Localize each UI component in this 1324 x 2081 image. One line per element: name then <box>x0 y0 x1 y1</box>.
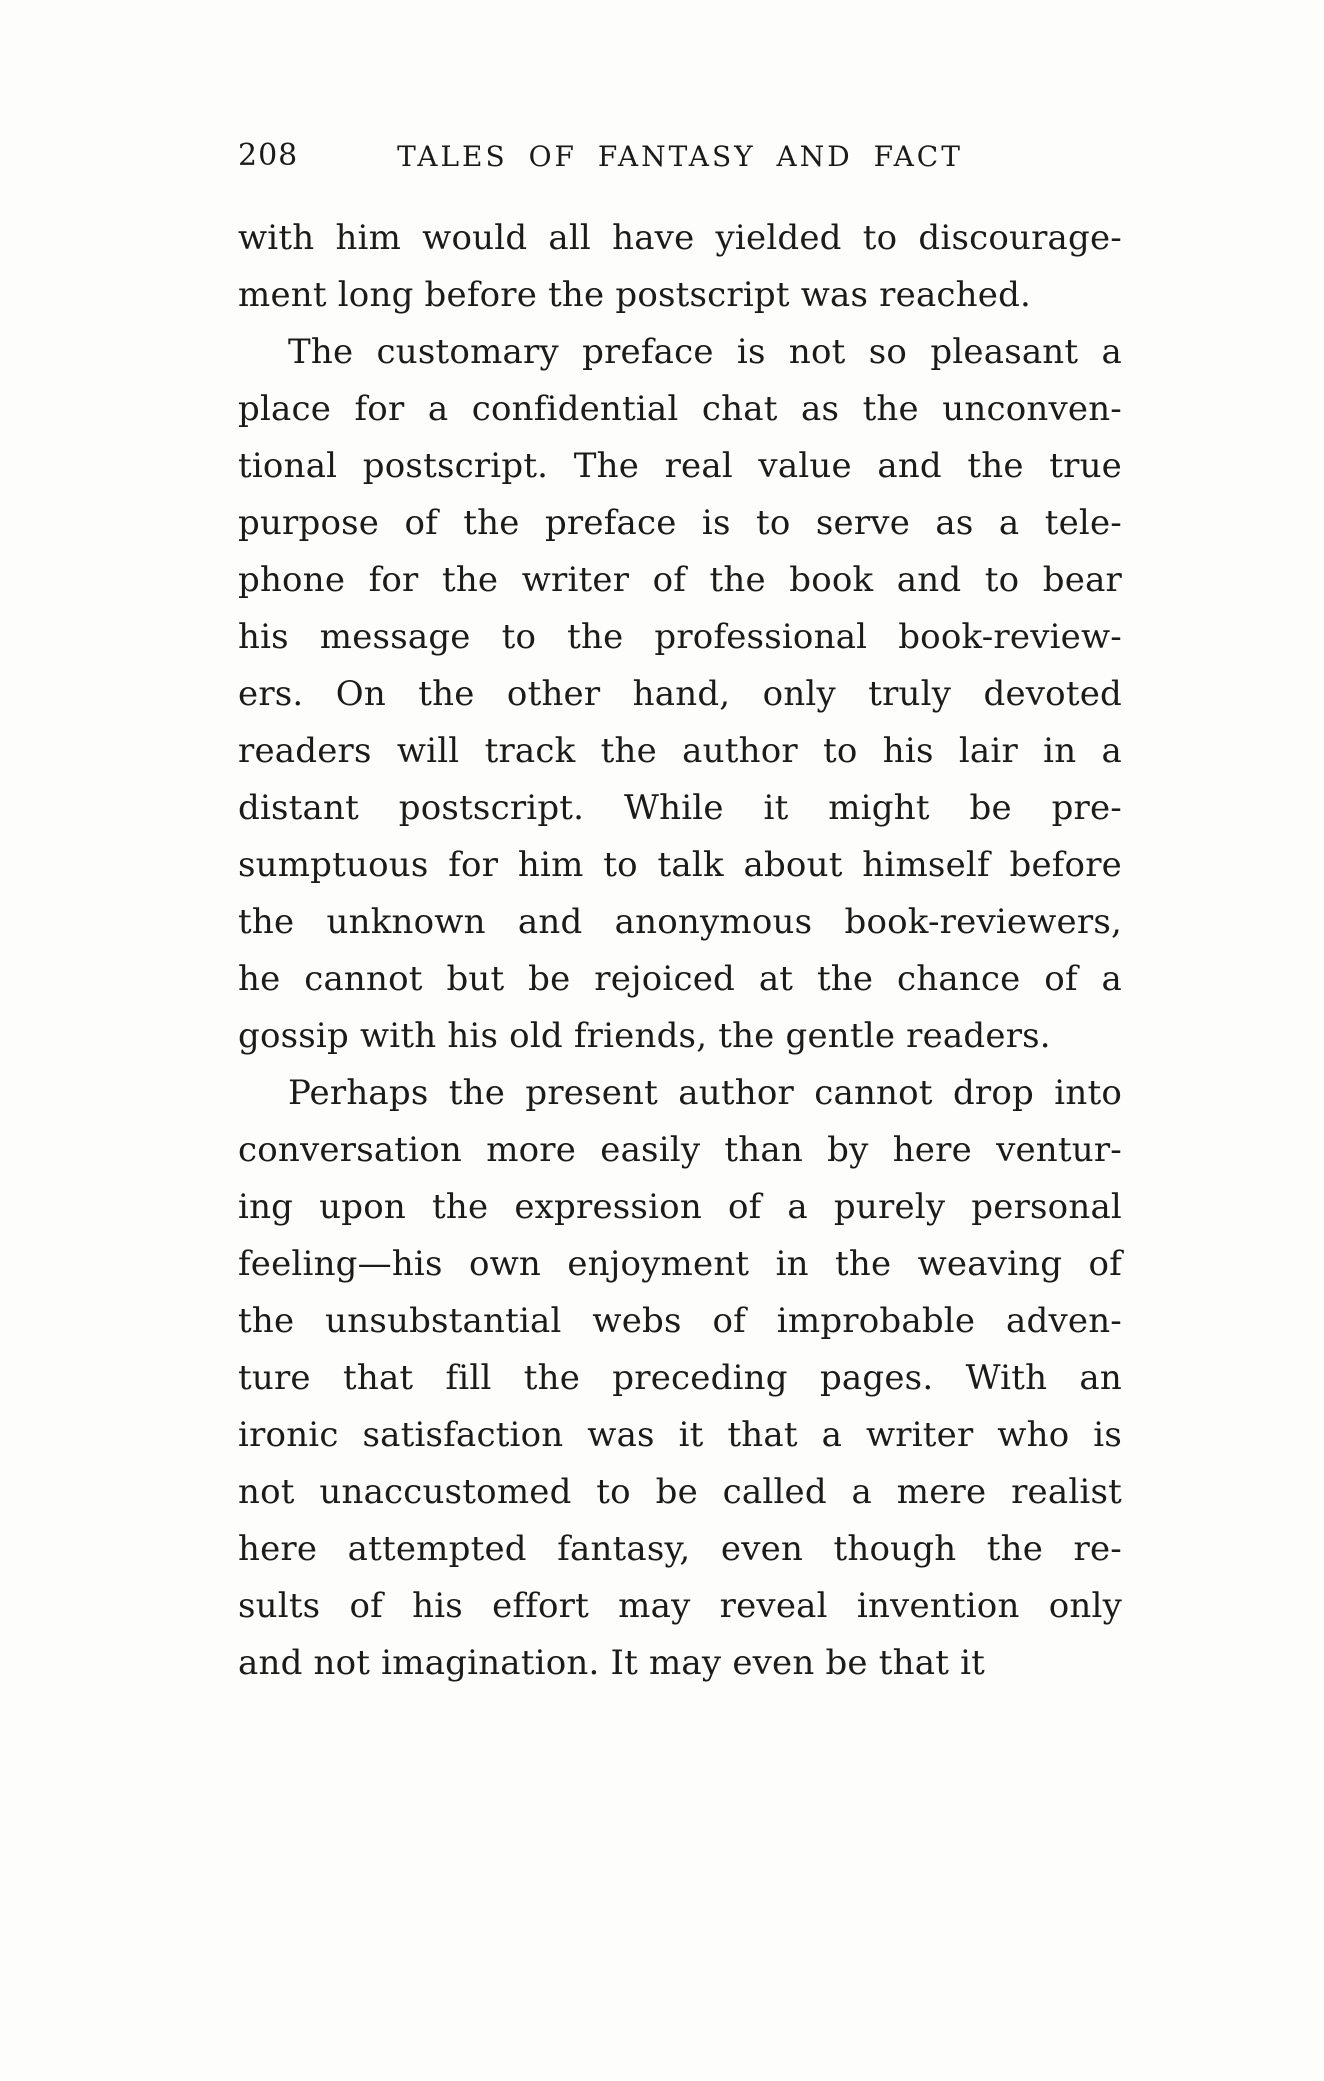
text-line: ers. On the other hand, only truly devoted <box>238 674 1122 714</box>
text-line: place for a confidential chat as the unconven- <box>238 389 1122 429</box>
text-line: here attempted fantasy, even though the re- <box>238 1529 1122 1569</box>
text-line: the unknown and anonymous book-reviewers, <box>238 902 1122 942</box>
body-text <box>238 210 1122 1692</box>
text-line: Perhaps the present author cannot drop into <box>288 1073 1122 1113</box>
text-line: sults of his effort may reveal invention only <box>238 1586 1122 1626</box>
text-line: feeling—his own enjoyment in the weaving of <box>238 1244 1122 1284</box>
text-line: distant postscript. While it might be pre- <box>238 788 1122 828</box>
text-line: ment long before the postscript was reached. <box>238 275 1032 315</box>
text-line: with him would all have yielded to discourage- <box>238 218 1122 258</box>
text-line: and not imagination. It may even be that it <box>238 1643 986 1683</box>
text-block <box>238 136 1122 1692</box>
page-number: 208 <box>238 138 299 173</box>
page-header <box>238 136 1122 182</box>
text-line: sumptuous for him to talk about himself before <box>238 845 1122 885</box>
text-line: his message to the professional book-review- <box>238 617 1122 657</box>
text-line: the unsubstantial webs of improbable adven- <box>238 1301 1122 1341</box>
text-line: purpose of the preface is to serve as a tele- <box>238 503 1122 543</box>
text-line: phone for the writer of the book and to bear <box>238 560 1122 600</box>
text-line: gossip with his old friends, the gentle readers. <box>238 1016 1051 1056</box>
text-line: ironic satisfaction was it that a writer who is <box>238 1415 1122 1455</box>
running-title: TALES OF FANTASY AND FACT <box>397 140 963 173</box>
text-line: ture that fill the preceding pages. With an <box>238 1358 1122 1398</box>
text-line: readers will track the author to his lair in a <box>238 731 1122 771</box>
text-line: not unaccustomed to be called a mere realist <box>238 1472 1122 1512</box>
text-line: The customary preface is not so pleasant a <box>288 332 1122 372</box>
text-line: ing upon the expression of a purely personal <box>238 1187 1122 1227</box>
text-line: he cannot but be rejoiced at the chance of a <box>238 959 1122 999</box>
text-line: tional postscript. The real value and the true <box>238 446 1122 486</box>
text-line: conversation more easily than by here ventur- <box>238 1130 1122 1170</box>
